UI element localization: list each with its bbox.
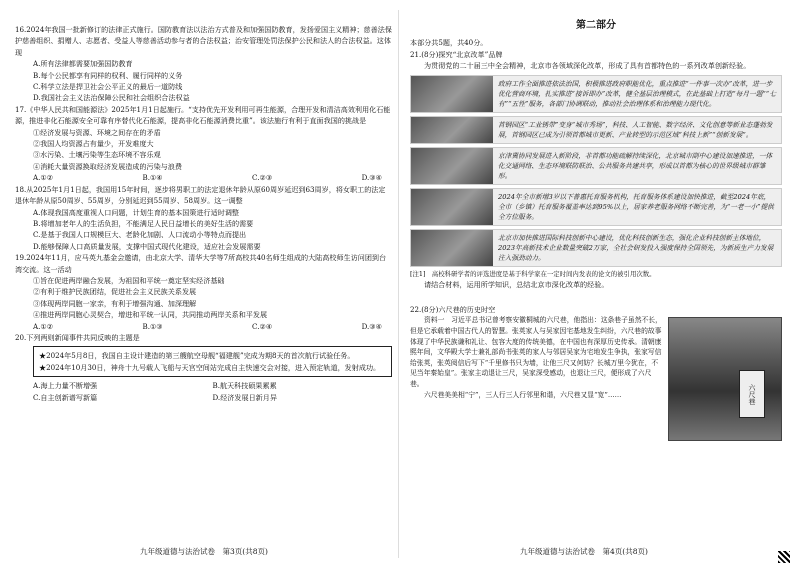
- question-22: [410, 304, 782, 405]
- q21-panel-2-text: 首钢园区“工业锈带”变身“城市秀场”，科技、人工智能、数字经济、文化创意等新业态蓬勃发展，首钢园区已成为引领首都城市更新、产业转型的示范区域“科技上新”“创新发展”。: [498, 120, 773, 139]
- q22-material-1: 资料一 习近平总书记曾考察安徽桐城的六尺巷，他指出：这条巷子虽然不长，但是它承载着中国古代人的智慧。张英家人与吴家因宅基地发生纠纷，六尺巷的故事体现了中华民族谦和礼让、包容大度的传统美德，在中国也有深厚历史传承。清朝康熙年间，文华殿大学士兼礼部尚书张英的家人与邻居吴家为宅地发生争执，张家写信给张英，张英阅信后写下“千里修书只为墙，让他三尺又何妨？长城万里今犹在，不见当年秦始皇”。张家主动退让三尺，吴家深受感动，也退让三尺，便形成了六尺巷。: [410, 316, 662, 388]
- q17-item-2: ②我国人均资源占有量少，开发难度大: [33, 139, 154, 149]
- q21-panel-5: [410, 229, 782, 267]
- q18-option-a: A.体现我国高度重视人口问题，计划生育的基本国策进行适时调整: [33, 207, 240, 217]
- q17-option-c: C.②③: [252, 173, 273, 183]
- question-20: [15, 332, 392, 403]
- q19-option-c: C.②④: [252, 321, 273, 331]
- q20-option-d: D.经济发展日新月异: [212, 392, 277, 402]
- q20-option-a: A.海上力量不断增强: [33, 381, 98, 391]
- question-21: [410, 49, 782, 290]
- q20-option-c: C.自主创新谱写新篇: [33, 392, 98, 402]
- q20-options: [15, 380, 392, 403]
- q17-options: [15, 172, 392, 183]
- question-19-stem: 19.2024年11月，应马英九基金会邀请，由北京大学、清华大学等7所高校共40名师生组成的大陆高校师生访问团到台湾交流。这一活动: [15, 253, 387, 274]
- q19-option-b: B.①③: [142, 321, 163, 331]
- q16-option-d: D.我国社会主义法治保障公民和社会组织合法权益: [33, 93, 190, 103]
- q17-item-1: ①经济发展与资源、环境之间存在的矛盾: [33, 127, 161, 137]
- q19-item-4: ④推进两岸同胞心灵契合，增进和平统一认同，共同推动两岸关系和平发展: [33, 310, 268, 320]
- page-divider: [398, 10, 399, 558]
- q21-note: [注1] 高校科研学者的评选进度是基于科学家在一定时间内发表的论文的被引用次数。: [410, 269, 656, 278]
- q20-news-1: ★2024年5月8日，我国自主设计建造的第三艘航空母舰“福建舰”完成为期8天的首次航行试验任务。: [39, 351, 355, 361]
- q21-intro: 为贯彻党的二十届三中全会精神，北京市各领域深化改革，形成了具有首都特色的一系列改革创新经验。: [424, 61, 751, 71]
- q21-panel-2-image: [411, 117, 493, 143]
- q18-option-c: C.是基于我国人口规模巨大、老龄化加剧、人口流动小等特点而提出: [33, 230, 247, 240]
- part-note: 本部分共5题，共40分。: [410, 38, 488, 48]
- q21-panel-3: [410, 147, 782, 185]
- question-18: [15, 184, 392, 252]
- q20-news-2: ★2024年10月30日，神舟十九号载人飞船与天宫空间站完成自主快速交会对接，进入预定轨道，发射成功。: [39, 362, 381, 372]
- right-page: [410, 14, 782, 445]
- q21-panel-1-image: [411, 76, 493, 112]
- q19-item-1: ①旨在促进两岸融合发展，为祖国和平统一奠定坚实经济基础: [33, 275, 225, 285]
- question-17: [15, 104, 392, 184]
- q16-option-c: C.科学立法是捍卫社会公平正义的最后一道防线: [33, 82, 183, 92]
- q21-panel-2: [410, 116, 782, 144]
- q17-item-3: ③水污染、土壤污染等生态环境不容乐观: [33, 150, 161, 160]
- question-16-stem: 16.2024年我国一批新修订的法律正式施行。国防教育法以法治方式普及和加强国防教育，发扬爱国主义精神；慈善法保护慈善组织、捐赠人、志愿者、受益人等慈善活动参与者的合法权益；治安管理处罚法保护公民和法人的合法权益。这体现: [15, 25, 392, 57]
- q17-option-a: A.①②: [33, 173, 54, 183]
- left-page: [15, 24, 392, 403]
- q17-option-d: D.③④: [361, 173, 382, 183]
- q20-news-box: [33, 346, 392, 377]
- q19-options: [15, 321, 392, 332]
- q19-option-a: A.①②: [33, 321, 54, 331]
- q20-option-b: B.航天科技硕果累累: [212, 381, 277, 391]
- right-page-footer: 九年级道德与法治试卷 第4页(共8页): [520, 546, 648, 556]
- qr-code-icon: [778, 551, 790, 563]
- q21-panel-5-image: [411, 230, 493, 266]
- q22-photo-sign: 六尺巷: [739, 370, 765, 418]
- q22-material-2: 六尺巷美美相“宁”，三人行三人行邻里和谐，六尺巷又显“宽”……: [424, 390, 622, 399]
- part-title: 第二部分: [576, 20, 616, 31]
- q16-option-b: B.每个公民都享有同样的权利、履行同样的义务: [33, 70, 183, 80]
- q21-panel-3-text: 京津冀协同发展进入新阶段，非首都功能疏解持续深化，北京城市副中心建设加速推进，一体化交通网络、生态环境联防联治、公共服务共建共享，形成以首都为核心的世界级城市群雏形。: [498, 151, 773, 180]
- q21-panel-4-image: [411, 189, 493, 225]
- q21-panel-4-text: 2024年全市新增3岁以下普惠托育服务机构，托育服务体系建设加快推进，截至2024年底，全市（乡镇）托育服务覆盖率达到95%以上，居家养老服务网络不断完善，为“一老一小”提供全方位服务。: [498, 192, 774, 221]
- question-19: [15, 252, 392, 332]
- q17-option-b: B.①④: [142, 173, 163, 183]
- q21-task: 请结合材料，运用所学知识，总结北京市深化改革的经验。: [424, 279, 609, 289]
- q21-panel-1-text: 政府工作全面推进依法治国，积极推进政府职能优化，重点推进“一件事一次办”改革，进一步优化营商环境，扎实推进“接诉即办”改革，健全基层治理模式，在此基础上打造“每月一题”“七有”“五性”服务，各部门协调联动，推动社会治理体系和治理能力现代化。: [498, 79, 776, 108]
- q21-panel-4: [410, 188, 782, 226]
- q22-photo-six-foot-lane: [668, 317, 782, 441]
- q19-item-2: ②有利于维护民族团结，促进社会主义民族关系发展: [33, 287, 197, 297]
- q21-panel-1: [410, 75, 782, 113]
- question-21-stem: 21.(8分)探究“北京改革”品牌: [410, 49, 503, 59]
- left-page-footer: 九年级道德与法治试卷 第3页(共8页): [140, 546, 268, 556]
- q21-panel-3-image: [411, 148, 493, 184]
- question-17-stem: 17.《中华人民共和国能源法》2025年1月1日起施行。“支持优先开发利用可再生能源，合理开发和清洁高效利用化石能源，推进非化石能源安全可靠有序替代化石能源，提高非化石能源消费比重”。该法施行有利于直面我国的挑战是: [15, 104, 391, 126]
- question-20-stem: 20.下列两则新闻事件共同反映的主题是: [15, 332, 140, 342]
- question-16: [15, 24, 392, 104]
- q19-option-d: D.③④: [361, 321, 382, 331]
- q18-option-b: B.将增加老年人的生活负担，不能满足人民日益增长的美好生活的需要: [33, 218, 254, 228]
- q16-option-a: A.所有法律都需要加强国防教育: [33, 59, 133, 69]
- question-18-stem: 18.从2025年1月1日起，我国用15年时间，逐步将男职工的法定退休年龄从原60周岁延迟到63周岁，将女职工的法定退休年龄从原50周岁、55周岁，分别延迟到55周岁、58周岁。这一调整: [15, 184, 386, 206]
- q21-panel-5-text: 北京市加快推进国际科技创新中心建设，优化科技创新生态，强化企业科技创新主体地位，2023年高新技术企业数量突破2万家，全社会研发投入强度保持全国领先，为新质生产力发展注入强劲动力。: [498, 233, 774, 262]
- q17-item-4: ④消耗大量资源换取经济发展造成的污染与浪费: [33, 161, 182, 171]
- q19-item-3: ③体现两岸同胞一家亲，有利于增强沟通、加深理解: [33, 298, 197, 308]
- q18-option-d: D.能够保障人口高质量发展，支撑中国式现代化建设，适应社会发展需要: [33, 241, 261, 251]
- question-22-stem: 22.(8分)六尺巷的历史时空: [410, 305, 496, 315]
